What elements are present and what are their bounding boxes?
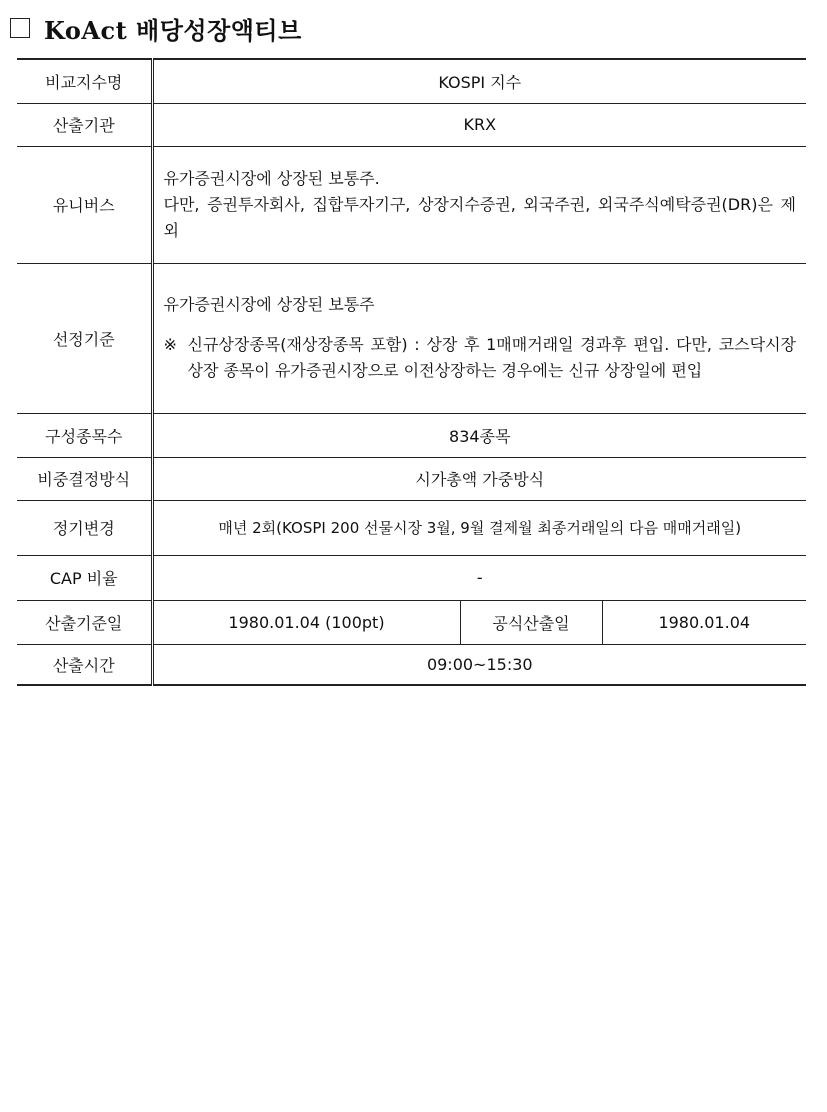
table-row xyxy=(17,644,806,685)
table-row xyxy=(17,500,806,555)
document-title-row xyxy=(10,12,302,44)
rebalance-value: 매년 2회(KOSPI 200 선물시장 3월, 9월 결제월 최종거래일의 다음 매매거래일) xyxy=(152,500,806,555)
table-row xyxy=(17,263,806,413)
table-row xyxy=(17,457,806,500)
selection-main-text: 유가증권시장에 상장된 보통주 xyxy=(163,295,375,314)
row-label-index-name: 비교지수명 xyxy=(17,59,152,103)
selection-note xyxy=(164,332,797,384)
row-label-universe: 유니버스 xyxy=(17,146,152,263)
row-label-base-date: 산출기준일 xyxy=(17,600,152,644)
row-label-selection: 선정기준 xyxy=(17,263,152,413)
index-spec-table xyxy=(17,58,806,686)
row-label-rebalance: 정기변경 xyxy=(17,500,152,555)
row-label-weighting: 비중결정방식 xyxy=(17,457,152,500)
calc-time-value: 09:00~15:30 xyxy=(152,644,806,685)
official-calc-date-label: 공식산출일 xyxy=(460,600,602,644)
cap-value: - xyxy=(152,555,806,600)
table-row xyxy=(17,59,806,103)
calc-agency-value: KRX xyxy=(152,103,806,146)
weighting-value: 시가총액 가중방식 xyxy=(152,457,806,500)
row-label-cap: CAP 비율 xyxy=(17,555,152,600)
universe-cell xyxy=(152,146,806,263)
universe-line-2: 다만, 증권투자회사, 집합투자기구, 상장지수증권, 외국주권, 외국주식예탁증권(DR)은 제외 xyxy=(163,194,796,240)
universe-line-1: 유가증권시장에 상장된 보통주. xyxy=(163,168,380,188)
table-row xyxy=(17,413,806,457)
row-label-constituents: 구성종목수 xyxy=(17,413,152,457)
checkbox-square-icon xyxy=(10,18,30,38)
official-calc-date-value: 1980.01.04 xyxy=(602,600,806,644)
table-row xyxy=(17,103,806,146)
base-date-value: 1980.01.04 (100pt) xyxy=(152,600,460,644)
table-row xyxy=(17,600,806,644)
table-row xyxy=(17,555,806,600)
row-label-calc-time: 산출시간 xyxy=(17,644,152,685)
index-name-value: KOSPI 지수 xyxy=(152,59,806,103)
document-title: KoAct 배당성장액티브 xyxy=(44,15,302,45)
constituents-value: 834종목 xyxy=(152,413,806,457)
reference-mark-icon: ※ xyxy=(163,335,177,354)
selection-cell xyxy=(152,263,806,413)
table-row xyxy=(17,146,806,263)
row-label-calc-agency: 산출기관 xyxy=(17,103,152,146)
selection-note-text: 신규상장종목(재상장종목 포함) : 상장 후 1매매거래일 경과후 편입. 다만, 코스닥시장 상장 종목이 유가증권시장으로 이전상장하는 경우에는 신규 상장일에 편입 xyxy=(187,335,796,380)
